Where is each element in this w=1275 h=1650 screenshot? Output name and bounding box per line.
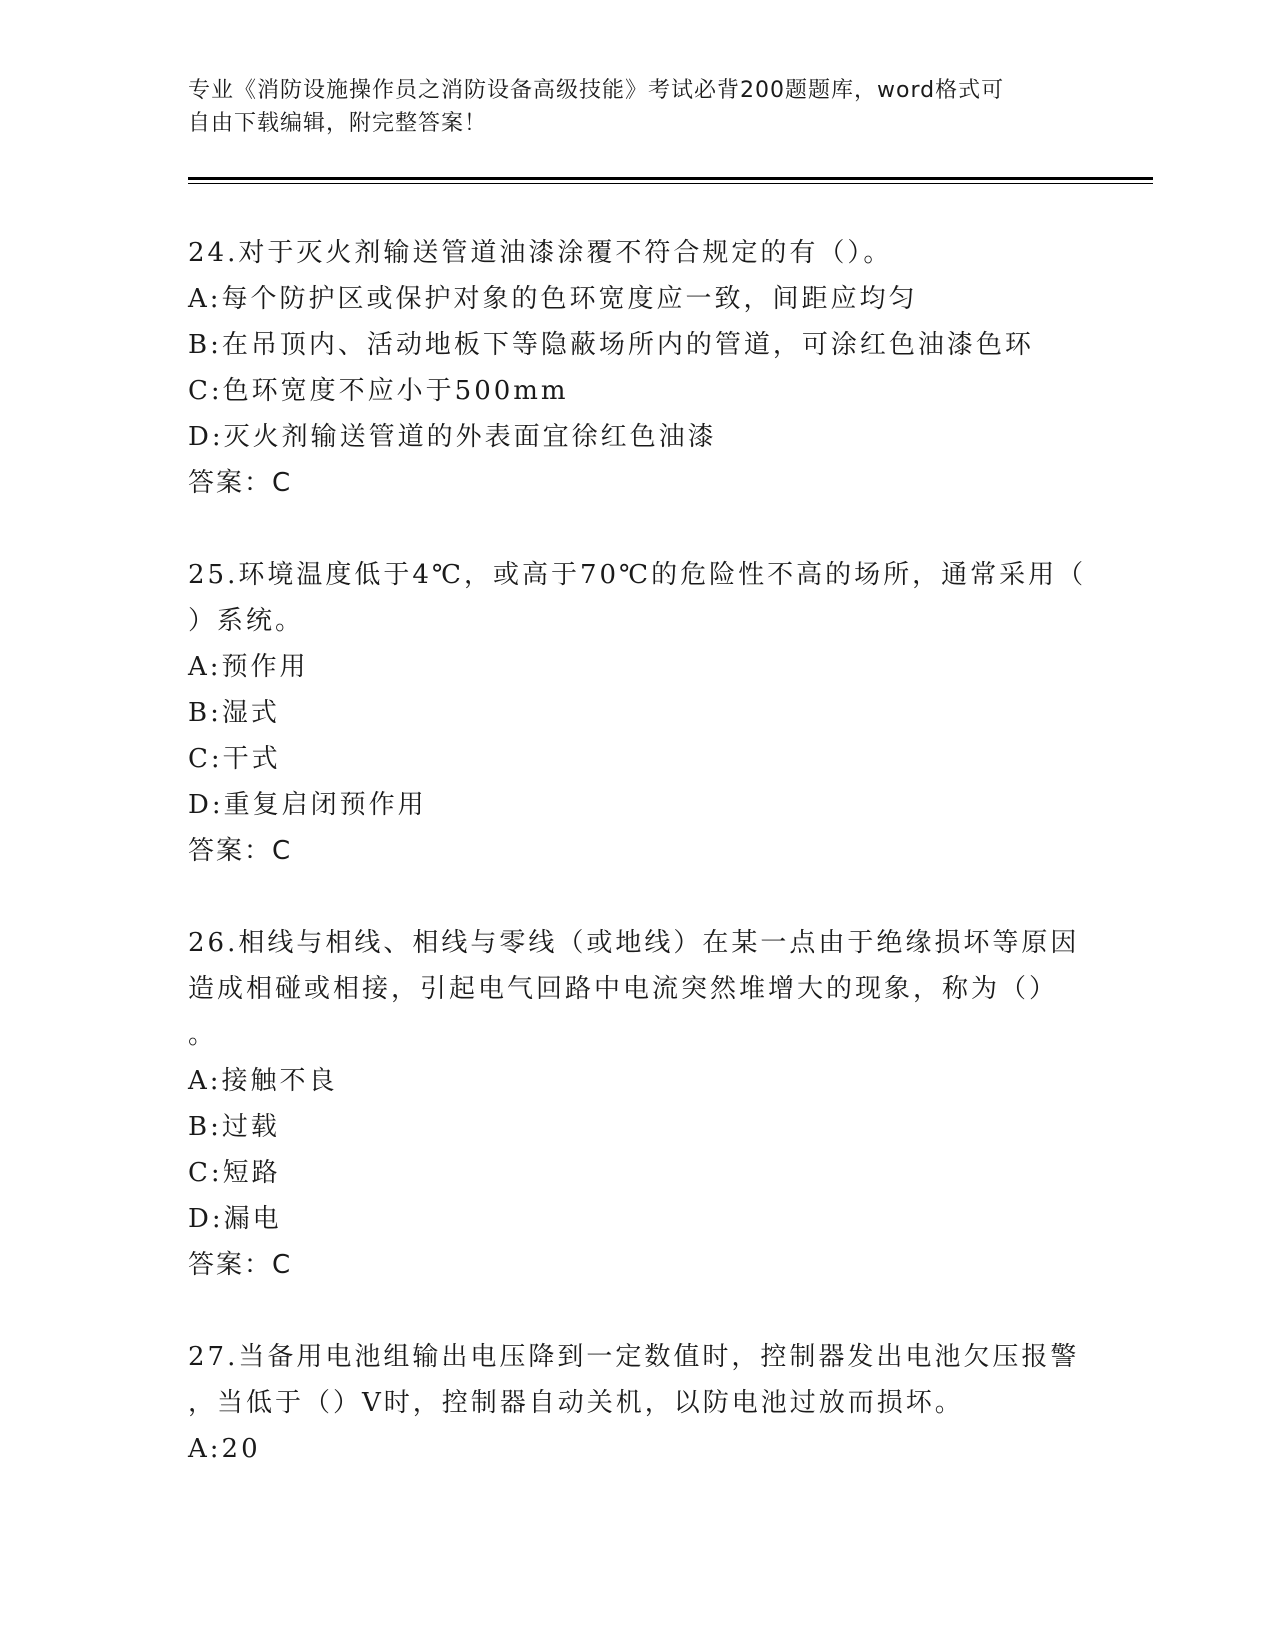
- option-d: D:灭火剂输送管道的外表面宜徐红色油漆: [188, 422, 717, 452]
- question-list: [188, 230, 1088, 1518]
- option-d: D:漏电: [188, 1204, 282, 1234]
- question-stem: 24.对于灭火剂输送管道油漆涂覆不符合规定的有（）。: [188, 238, 893, 268]
- answer: 答案：C: [188, 1250, 293, 1280]
- header-rule-thin: [188, 183, 1153, 184]
- question-stem: 26.相线与相线、相线与零线（或地线）在某一点由于绝缘损坏等原因: [188, 928, 1080, 958]
- option-d: D:重复启闭预作用: [188, 790, 427, 820]
- question-stem-cont: ，当低于（）V时，控制器自动关机，以防电池过放而损坏。: [188, 1388, 964, 1418]
- option-a: A:预作用: [188, 652, 309, 682]
- option-b: B:湿式: [188, 698, 280, 728]
- option-c: C:色环宽度不应小于500mm: [188, 376, 569, 406]
- answer: 答案：C: [188, 836, 293, 866]
- option-a: A:接触不良: [188, 1066, 338, 1096]
- question-25: [188, 552, 1088, 874]
- header-line-2: 自由下载编辑，附完整答案！: [188, 111, 488, 136]
- question-stem: 27.当备用电池组输出电压降到一定数值时，控制器发出电池欠压报警: [188, 1342, 1080, 1372]
- header-line-1: 专业《消防设施操作员之消防设备高级技能》考试必背200题题库，word格式可: [188, 78, 1005, 103]
- option-a: A:每个防护区或保护对象的色环宽度应一致，间距应均匀: [188, 284, 918, 314]
- question-27: [188, 1334, 1088, 1472]
- document-header: [188, 74, 1088, 140]
- option-b: B:在吊顶内、活动地板下等隐蔽场所内的管道，可涂红色油漆色环: [188, 330, 1034, 360]
- question-stem-cont: 。: [188, 1020, 218, 1050]
- question-26: [188, 920, 1088, 1288]
- question-24: [188, 230, 1088, 506]
- question-stem-cont: 造成相碰或相接，引起电气回路中电流突然堆增大的现象，称为（）: [188, 974, 1059, 1004]
- answer: 答案：C: [188, 468, 293, 498]
- option-c: C:干式: [188, 744, 281, 774]
- option-b: B:过载: [188, 1112, 280, 1142]
- option-a: A:20: [188, 1434, 261, 1464]
- header-rule-thick: [188, 177, 1153, 180]
- option-c: C:短路: [188, 1158, 281, 1188]
- question-stem: 25.环境温度低于4℃，或高于70℃的危险性不高的场所，通常采用（: [188, 560, 1087, 590]
- question-stem-cont: ）系统。: [188, 606, 305, 636]
